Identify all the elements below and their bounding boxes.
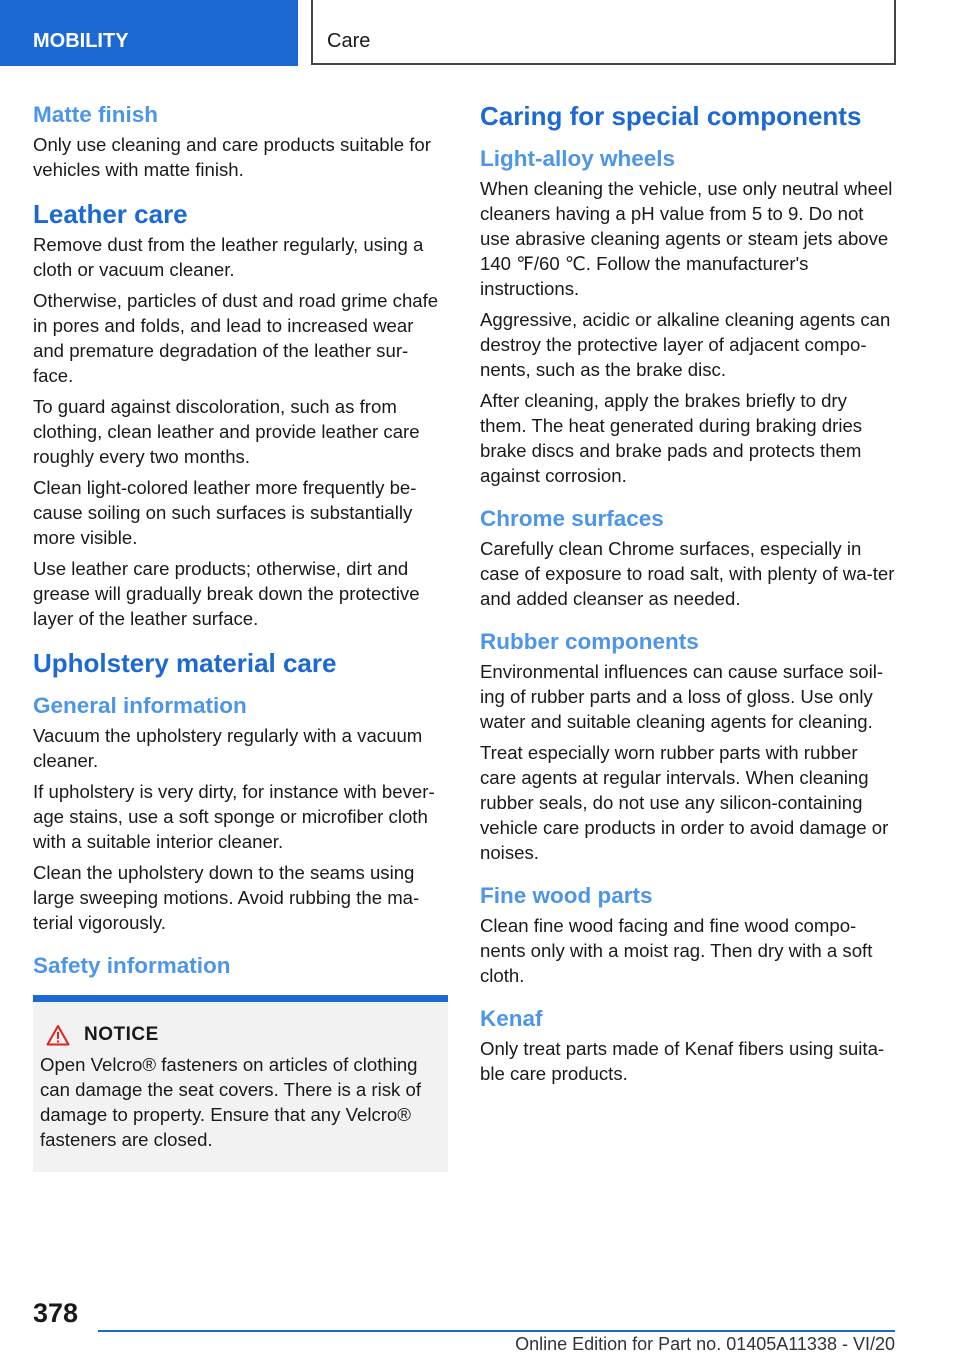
heading-fine-wood-parts: Fine wood parts	[480, 883, 653, 908]
section-tab: MOBILITY	[0, 0, 298, 66]
warning-triangle-icon	[46, 1024, 70, 1046]
heading-matte-finish: Matte finish	[33, 102, 159, 127]
footer-divider	[98, 1330, 895, 1332]
leather-paragraph-2: Otherwise, particles of dust and road grime chafe in pores and folds, and lead to increased wear and premature degradation of the leather sur‐face.	[33, 290, 439, 386]
general-paragraph-1: Vacuum the upholstery regularly with a vacuum cleaner.	[33, 725, 423, 771]
notice-box	[33, 995, 448, 1172]
notice-header	[40, 1024, 441, 1046]
page-header	[0, 0, 960, 66]
general-paragraph-3: Clean the upholstery down to the seams using large sweeping motions. Avoid rubbing the ma‐terial vigorously.	[33, 862, 420, 933]
rubber-paragraph-2: Treat especially worn rubber parts with rubber care agents at regular intervals. When cleaning rubber seals, do not use any silicon-containing vehicle care products in order to avoid damage or noises.	[480, 742, 889, 863]
leather-paragraph-3: To guard against discoloration, such as from clothing, clean leather and provide leather care roughly every two months.	[33, 396, 420, 467]
notice-text: Open Velcro® fasteners on articles of clothing can damage the seat covers. There is a risk of damage to property. Ensure that any Velcro® fasteners are closed.	[40, 1054, 422, 1150]
heading-rubber-components: Rubber components	[480, 629, 699, 654]
heading-safety-information: Safety information	[33, 953, 231, 978]
notice-label: NOTICE	[84, 1024, 159, 1045]
heading-kenaf: Kenaf	[480, 1006, 543, 1031]
chrome-paragraph: Carefully clean Chrome surfaces, especially in case of exposure to road salt, with plenty of wa‐ter and added cleanser as needed.	[480, 538, 895, 609]
alloy-paragraph-1: When cleaning the vehicle, use only neutral wheel cleaners having a pH value from 5 to 9. Do not use abrasive cleaning agents or steam jets above 140 ℉/60 ℃. Follow the manufacturer's instructions.	[480, 178, 893, 299]
heading-general-information: General information	[33, 693, 247, 718]
heading-upholstery-care: Upholstery material care	[33, 648, 337, 678]
general-paragraph-2: If upholstery is very dirty, for instance with bever‐age stains, use a soft sponge or microfiber cloth with a suitable interior cleaner.	[33, 781, 435, 852]
alloy-paragraph-3: After cleaning, apply the brakes briefly to dry them. The heat generated during braking dries brake discs and brake pads and protects them against corrosion.	[480, 390, 863, 486]
heading-leather-care: Leather care	[33, 199, 188, 229]
edition-note: Online Edition for Part no. 01405A11338 - VI/20	[515, 1334, 895, 1354]
page-number: 378	[33, 1298, 79, 1328]
heading-special-components: Caring for special components	[480, 101, 862, 131]
right-column	[480, 100, 895, 1092]
wood-paragraph: Clean fine wood facing and fine wood compo‐nents only with a moist rag. Then dry with a soft cloth.	[480, 915, 873, 986]
heading-light-alloy-wheels: Light-alloy wheels	[480, 146, 676, 171]
alloy-paragraph-2: Aggressive, acidic or alkaline cleaning agents can destroy the protective layer of adjacent compo‐nents, such as the brake disc.	[480, 309, 891, 380]
heading-chrome-surfaces: Chrome surfaces	[480, 506, 664, 531]
rubber-paragraph-1: Environmental influences can cause surface soil‐ing of rubber parts and a loss of gloss. Use only water and suitable cleaning agents for cleaning.	[480, 661, 884, 732]
chapter-title: Care	[311, 0, 896, 65]
leather-paragraph-5: Use leather care products; otherwise, dirt and grease will gradually break down the protective layer of the leather surface.	[33, 558, 420, 629]
leather-paragraph-1: Remove dust from the leather regularly, using a cloth or vacuum cleaner.	[33, 234, 424, 280]
leather-paragraph-4: Clean light-colored leather more frequently be‐cause soiling on such surfaces is substantially more visible.	[33, 477, 417, 548]
matte-paragraph: Only use cleaning and care products suitable for vehicles with matte finish.	[33, 134, 431, 180]
kenaf-paragraph: Only treat parts made of Kenaf fibers using suita‐ble care products.	[480, 1038, 885, 1084]
left-column	[33, 100, 448, 1172]
